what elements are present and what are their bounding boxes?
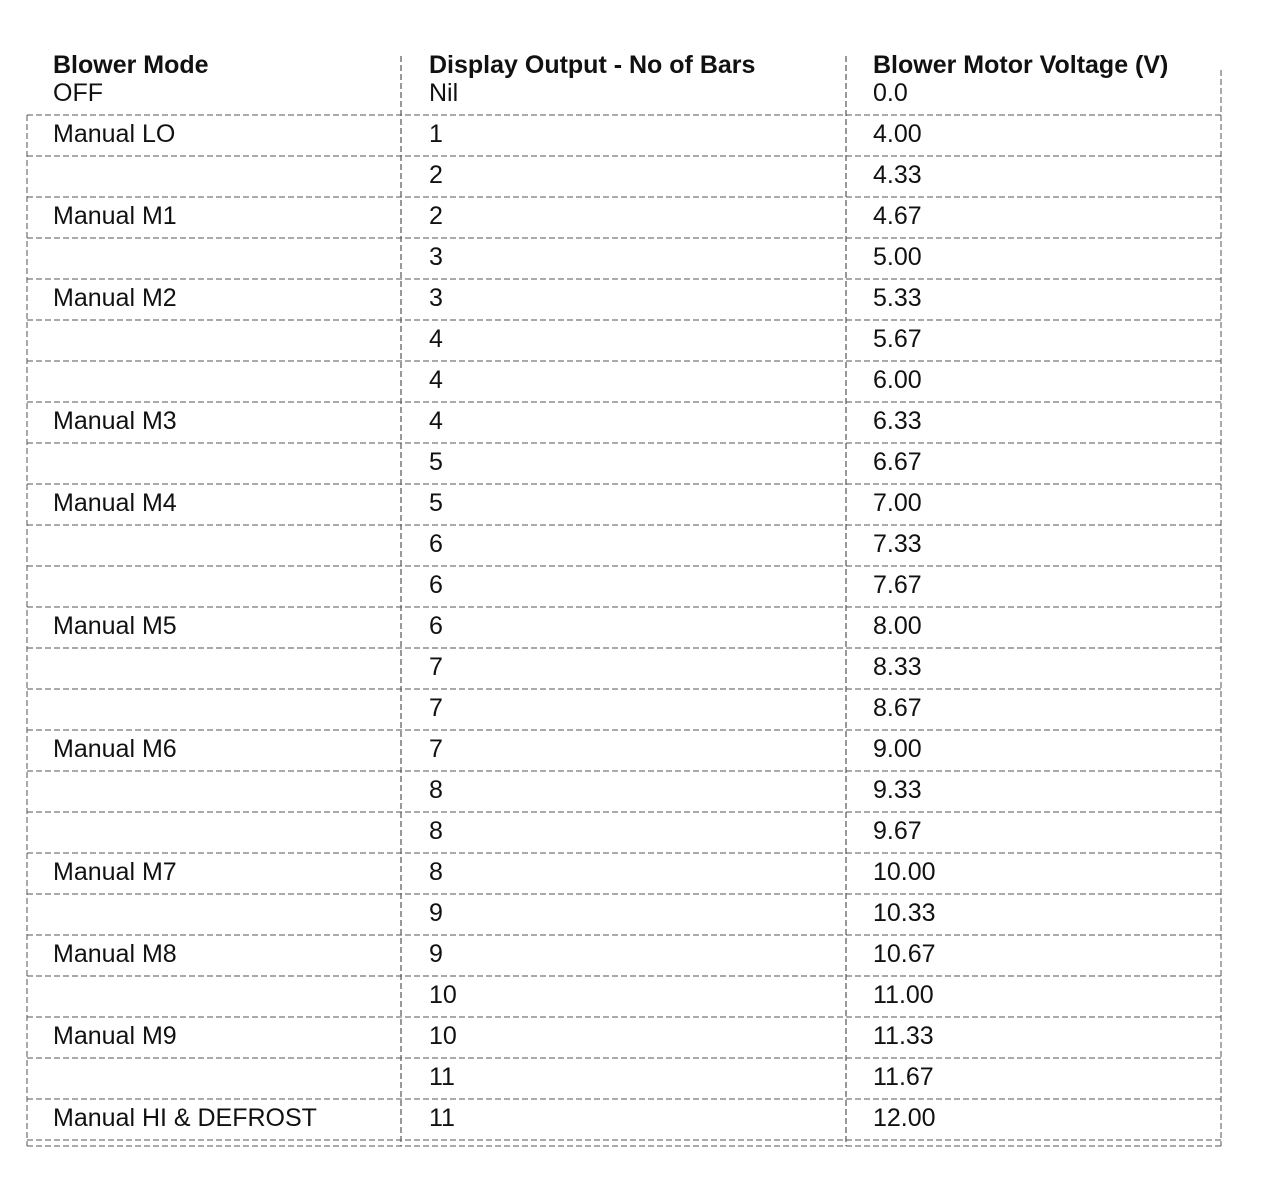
row-mode: Manual M1: [53, 202, 177, 230]
row-bars: 4: [429, 407, 443, 435]
row-bars: 10: [429, 1022, 457, 1050]
row-bars: 11: [429, 1063, 455, 1091]
row-bars: 9: [429, 940, 443, 968]
row-voltage: 5.00: [873, 243, 922, 271]
row-bars: 6: [429, 612, 443, 640]
row-bars: 8: [429, 858, 443, 886]
header-display-output: Display Output - No of Bars: [429, 51, 756, 79]
row-bars: 7: [429, 735, 443, 763]
row-mode: Manual M8: [53, 940, 177, 968]
row-mode: Manual M4: [53, 489, 177, 517]
row-voltage: 4.00: [873, 120, 922, 148]
row-voltage: 8.33: [873, 653, 922, 681]
row-bars: 11: [429, 1104, 455, 1132]
row-voltage: 11.67: [873, 1063, 934, 1091]
row-bars: 3: [429, 284, 443, 312]
row-bars: 1: [429, 120, 443, 148]
row-voltage: 5.67: [873, 325, 922, 353]
row-voltage: 7.67: [873, 571, 922, 599]
row-bars: 9: [429, 899, 443, 927]
row-voltage: 6.67: [873, 448, 922, 476]
row-voltage: 9.33: [873, 776, 922, 804]
row-voltage: 9.00: [873, 735, 922, 763]
row-voltage: 10.67: [873, 940, 936, 968]
row-voltage: 12.00: [873, 1104, 936, 1132]
row-mode: Manual M6: [53, 735, 177, 763]
row-voltage: 0.0: [873, 79, 908, 107]
row-bars: 2: [429, 202, 443, 230]
row-bars: 6: [429, 530, 443, 558]
row-mode: Manual M3: [53, 407, 177, 435]
header-blower-mode: Blower Mode: [53, 51, 209, 79]
row-voltage: 6.33: [873, 407, 922, 435]
row-bars: 4: [429, 366, 443, 394]
row-voltage: 4.67: [873, 202, 922, 230]
row-mode: Manual M2: [53, 284, 177, 312]
row-mode: Manual HI & DEFROST: [53, 1104, 317, 1132]
row-bars: 2: [429, 161, 443, 189]
row-voltage: 7.33: [873, 530, 922, 558]
row-voltage: 5.33: [873, 284, 922, 312]
row-voltage: 8.00: [873, 612, 922, 640]
row-voltage: 11.33: [873, 1022, 934, 1050]
row-voltage: 6.00: [873, 366, 922, 394]
row-voltage: 10.00: [873, 858, 936, 886]
row-mode: Manual M9: [53, 1022, 177, 1050]
row-voltage: 4.33: [873, 161, 922, 189]
row-voltage: 11.00: [873, 981, 934, 1009]
row-bars: 3: [429, 243, 443, 271]
row-mode: Manual LO: [53, 120, 176, 148]
row-bars: 10: [429, 981, 457, 1009]
row-mode: Manual M5: [53, 612, 177, 640]
header-blower-voltage: Blower Motor Voltage (V): [873, 51, 1169, 79]
row-mode: OFF: [53, 79, 103, 107]
row-bars: Nil: [429, 79, 459, 107]
row-mode: Manual M7: [53, 858, 177, 886]
row-bars: 8: [429, 817, 443, 845]
row-bars: 7: [429, 653, 443, 681]
row-bars: 4: [429, 325, 443, 353]
row-voltage: 7.00: [873, 489, 922, 517]
row-bars: 5: [429, 448, 443, 476]
row-voltage: 8.67: [873, 694, 922, 722]
row-bars: 5: [429, 489, 443, 517]
row-bars: 6: [429, 571, 443, 599]
row-bars: 7: [429, 694, 443, 722]
row-voltage: 10.33: [873, 899, 936, 927]
row-voltage: 9.67: [873, 817, 922, 845]
row-bars: 8: [429, 776, 443, 804]
